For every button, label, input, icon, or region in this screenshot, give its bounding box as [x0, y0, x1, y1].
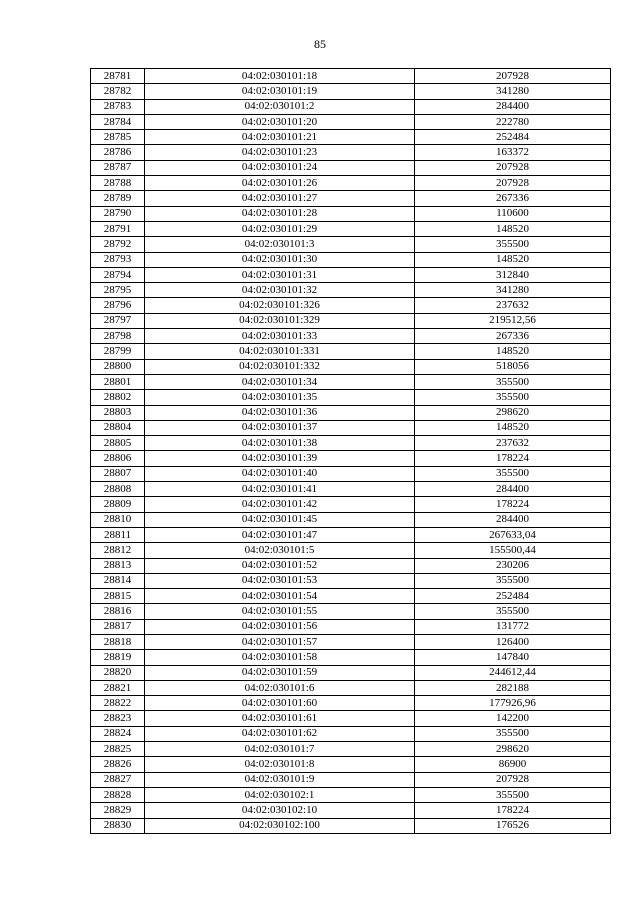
table-row — [91, 298, 611, 313]
row-number-cell: 28826 — [91, 757, 145, 772]
row-number-cell: 28816 — [91, 604, 145, 619]
value-cell: 207928 — [415, 772, 611, 787]
table-row — [91, 252, 611, 267]
table-row — [91, 390, 611, 405]
cadastral-number-cell: 04:02:030101:7 — [145, 742, 415, 757]
table-row — [91, 329, 611, 344]
value-cell: 298620 — [415, 405, 611, 420]
row-number-cell: 28785 — [91, 130, 145, 145]
cadastral-number-cell: 04:02:030101:40 — [145, 466, 415, 481]
row-number-cell: 28801 — [91, 374, 145, 389]
cadastral-number-cell: 04:02:030101:2 — [145, 99, 415, 114]
row-number-cell: 28813 — [91, 558, 145, 573]
table-row — [91, 558, 611, 573]
row-number-cell: 28812 — [91, 543, 145, 558]
value-cell: 298620 — [415, 742, 611, 757]
table-row — [91, 589, 611, 604]
cadastral-number-cell: 04:02:030101:60 — [145, 696, 415, 711]
table-row — [91, 206, 611, 221]
row-number-cell: 28788 — [91, 176, 145, 191]
cadastral-number-cell: 04:02:030101:326 — [145, 298, 415, 313]
row-number-cell: 28809 — [91, 497, 145, 512]
cadastral-number-cell: 04:02:030101:329 — [145, 313, 415, 328]
row-number-cell: 28818 — [91, 634, 145, 649]
value-cell: 341280 — [415, 283, 611, 298]
cadastral-number-cell: 04:02:030101:28 — [145, 206, 415, 221]
row-number-cell: 28791 — [91, 221, 145, 236]
value-cell: 219512,56 — [415, 313, 611, 328]
value-cell: 131772 — [415, 619, 611, 634]
row-number-cell: 28784 — [91, 114, 145, 129]
table-row — [91, 84, 611, 99]
table-row — [91, 466, 611, 481]
row-number-cell: 28800 — [91, 359, 145, 374]
row-number-cell: 28820 — [91, 665, 145, 680]
row-number-cell: 28829 — [91, 803, 145, 818]
cadastral-number-cell: 04:02:030101:19 — [145, 84, 415, 99]
row-number-cell: 28795 — [91, 283, 145, 298]
row-number-cell: 28822 — [91, 696, 145, 711]
value-cell: 148520 — [415, 221, 611, 236]
cadastral-number-cell: 04:02:030102:100 — [145, 818, 415, 833]
value-cell: 267336 — [415, 191, 611, 206]
table-row — [91, 374, 611, 389]
value-cell: 355500 — [415, 726, 611, 741]
table-row — [91, 344, 611, 359]
cadastral-number-cell: 04:02:030101:57 — [145, 634, 415, 649]
row-number-cell: 28802 — [91, 390, 145, 405]
row-number-cell: 28810 — [91, 512, 145, 527]
value-cell: 252484 — [415, 130, 611, 145]
value-cell: 155500,44 — [415, 543, 611, 558]
table-row — [91, 711, 611, 726]
value-cell: 142200 — [415, 711, 611, 726]
table-row — [91, 130, 611, 145]
row-number-cell: 28811 — [91, 527, 145, 542]
row-number-cell: 28825 — [91, 742, 145, 757]
table-row — [91, 680, 611, 695]
table-row — [91, 665, 611, 680]
table-row — [91, 191, 611, 206]
value-cell: 267336 — [415, 329, 611, 344]
table-row — [91, 436, 611, 451]
row-number-cell: 28781 — [91, 69, 145, 84]
table-row — [91, 573, 611, 588]
value-cell: 312840 — [415, 267, 611, 282]
value-cell: 355500 — [415, 374, 611, 389]
cadastral-number-cell: 04:02:030101:59 — [145, 665, 415, 680]
value-cell: 176526 — [415, 818, 611, 833]
table-row — [91, 787, 611, 802]
table-row — [91, 359, 611, 374]
table-row — [91, 527, 611, 542]
cadastral-number-cell: 04:02:030101:23 — [145, 145, 415, 160]
value-cell: 178224 — [415, 497, 611, 512]
value-cell: 207928 — [415, 69, 611, 84]
row-number-cell: 28824 — [91, 726, 145, 741]
cadastral-number-cell: 04:02:030101:37 — [145, 420, 415, 435]
table-row — [91, 512, 611, 527]
table-row — [91, 160, 611, 175]
row-number-cell: 28803 — [91, 405, 145, 420]
table-row — [91, 176, 611, 191]
table-row — [91, 482, 611, 497]
cadastral-number-cell: 04:02:030102:1 — [145, 787, 415, 802]
cadastral-number-cell: 04:02:030101:58 — [145, 650, 415, 665]
table-row — [91, 619, 611, 634]
value-cell: 207928 — [415, 176, 611, 191]
value-cell: 126400 — [415, 634, 611, 649]
table-row — [91, 145, 611, 160]
cadastral-number-cell: 04:02:030101:61 — [145, 711, 415, 726]
value-cell: 355500 — [415, 787, 611, 802]
cadastral-number-cell: 04:02:030101:332 — [145, 359, 415, 374]
table-row — [91, 114, 611, 129]
cadastral-number-cell: 04:02:030101:331 — [145, 344, 415, 359]
cadastral-number-cell: 04:02:030101:29 — [145, 221, 415, 236]
row-number-cell: 28793 — [91, 252, 145, 267]
value-cell: 148520 — [415, 252, 611, 267]
cadastral-number-cell: 04:02:030101:41 — [145, 482, 415, 497]
cadastral-number-cell: 04:02:030101:47 — [145, 527, 415, 542]
value-cell: 148520 — [415, 420, 611, 435]
row-number-cell: 28819 — [91, 650, 145, 665]
cadastral-number-cell: 04:02:030101:32 — [145, 283, 415, 298]
value-cell: 147840 — [415, 650, 611, 665]
value-cell: 518056 — [415, 359, 611, 374]
table-row — [91, 99, 611, 114]
page-number: 85 — [314, 37, 326, 51]
cadastral-number-cell: 04:02:030101:6 — [145, 680, 415, 695]
value-cell: 86900 — [415, 757, 611, 772]
cadastral-number-cell: 04:02:030101:52 — [145, 558, 415, 573]
table-row — [91, 757, 611, 772]
cadastral-number-cell: 04:02:030101:21 — [145, 130, 415, 145]
value-cell: 244612,44 — [415, 665, 611, 680]
cadastral-number-cell: 04:02:030101:54 — [145, 589, 415, 604]
row-number-cell: 28787 — [91, 160, 145, 175]
row-number-cell: 28807 — [91, 466, 145, 481]
row-number-cell: 28821 — [91, 680, 145, 695]
value-cell: 355500 — [415, 237, 611, 252]
row-number-cell: 28827 — [91, 772, 145, 787]
cadastral-number-cell: 04:02:030101:34 — [145, 374, 415, 389]
cadastral-number-cell: 04:02:030101:36 — [145, 405, 415, 420]
table-row — [91, 451, 611, 466]
table-row — [91, 543, 611, 558]
row-number-cell: 28815 — [91, 589, 145, 604]
row-number-cell: 28782 — [91, 84, 145, 99]
table-row — [91, 726, 611, 741]
cadastral-number-cell: 04:02:030101:18 — [145, 69, 415, 84]
row-number-cell: 28804 — [91, 420, 145, 435]
value-cell: 237632 — [415, 436, 611, 451]
value-cell: 267633,04 — [415, 527, 611, 542]
value-cell: 178224 — [415, 451, 611, 466]
cadastral-number-cell: 04:02:030102:10 — [145, 803, 415, 818]
value-cell: 178224 — [415, 803, 611, 818]
cadastral-number-cell: 04:02:030101:42 — [145, 497, 415, 512]
cadastral-number-cell: 04:02:030101:26 — [145, 176, 415, 191]
row-number-cell: 28794 — [91, 267, 145, 282]
value-cell: 252484 — [415, 589, 611, 604]
table-row — [91, 420, 611, 435]
cadastral-number-cell: 04:02:030101:8 — [145, 757, 415, 772]
table-row — [91, 634, 611, 649]
row-number-cell: 28789 — [91, 191, 145, 206]
table-row — [91, 405, 611, 420]
row-number-cell: 28828 — [91, 787, 145, 802]
cadastral-number-cell: 04:02:030101:62 — [145, 726, 415, 741]
registry-table-body — [91, 69, 611, 834]
row-number-cell: 28806 — [91, 451, 145, 466]
table-row — [91, 742, 611, 757]
registry-table — [90, 68, 611, 834]
value-cell: 282188 — [415, 680, 611, 695]
cadastral-number-cell: 04:02:030101:9 — [145, 772, 415, 787]
cadastral-number-cell: 04:02:030101:3 — [145, 237, 415, 252]
cadastral-number-cell: 04:02:030101:31 — [145, 267, 415, 282]
row-number-cell: 28823 — [91, 711, 145, 726]
cadastral-number-cell: 04:02:030101:30 — [145, 252, 415, 267]
row-number-cell: 28799 — [91, 344, 145, 359]
value-cell: 110600 — [415, 206, 611, 221]
cadastral-number-cell: 04:02:030101:38 — [145, 436, 415, 451]
row-number-cell: 28814 — [91, 573, 145, 588]
value-cell: 355500 — [415, 466, 611, 481]
table-row — [91, 221, 611, 236]
row-number-cell: 28805 — [91, 436, 145, 451]
value-cell: 284400 — [415, 99, 611, 114]
row-number-cell: 28792 — [91, 237, 145, 252]
value-cell: 230206 — [415, 558, 611, 573]
cadastral-number-cell: 04:02:030101:56 — [145, 619, 415, 634]
cadastral-number-cell: 04:02:030101:24 — [145, 160, 415, 175]
value-cell: 284400 — [415, 482, 611, 497]
cadastral-number-cell: 04:02:030101:35 — [145, 390, 415, 405]
value-cell: 355500 — [415, 604, 611, 619]
cadastral-number-cell: 04:02:030101:55 — [145, 604, 415, 619]
value-cell: 148520 — [415, 344, 611, 359]
table-row — [91, 69, 611, 84]
row-number-cell: 28798 — [91, 329, 145, 344]
table-row — [91, 803, 611, 818]
cadastral-number-cell: 04:02:030101:53 — [145, 573, 415, 588]
table-row — [91, 772, 611, 787]
value-cell: 177926,96 — [415, 696, 611, 711]
table-row — [91, 497, 611, 512]
row-number-cell: 28830 — [91, 818, 145, 833]
table-row — [91, 604, 611, 619]
row-number-cell: 28797 — [91, 313, 145, 328]
value-cell: 237632 — [415, 298, 611, 313]
table-row — [91, 283, 611, 298]
row-number-cell: 28783 — [91, 99, 145, 114]
table-row — [91, 313, 611, 328]
row-number-cell: 28786 — [91, 145, 145, 160]
cadastral-number-cell: 04:02:030101:33 — [145, 329, 415, 344]
row-number-cell: 28790 — [91, 206, 145, 221]
table-row — [91, 267, 611, 282]
row-number-cell: 28796 — [91, 298, 145, 313]
value-cell: 355500 — [415, 390, 611, 405]
value-cell: 222780 — [415, 114, 611, 129]
cadastral-number-cell: 04:02:030101:27 — [145, 191, 415, 206]
value-cell: 284400 — [415, 512, 611, 527]
value-cell: 355500 — [415, 573, 611, 588]
row-number-cell: 28808 — [91, 482, 145, 497]
cadastral-number-cell: 04:02:030101:39 — [145, 451, 415, 466]
table-row — [91, 237, 611, 252]
table-row — [91, 650, 611, 665]
value-cell: 207928 — [415, 160, 611, 175]
cadastral-number-cell: 04:02:030101:20 — [145, 114, 415, 129]
cadastral-number-cell: 04:02:030101:5 — [145, 543, 415, 558]
row-number-cell: 28817 — [91, 619, 145, 634]
cadastral-number-cell: 04:02:030101:45 — [145, 512, 415, 527]
table-row — [91, 818, 611, 833]
value-cell: 341280 — [415, 84, 611, 99]
value-cell: 163372 — [415, 145, 611, 160]
table-row — [91, 696, 611, 711]
